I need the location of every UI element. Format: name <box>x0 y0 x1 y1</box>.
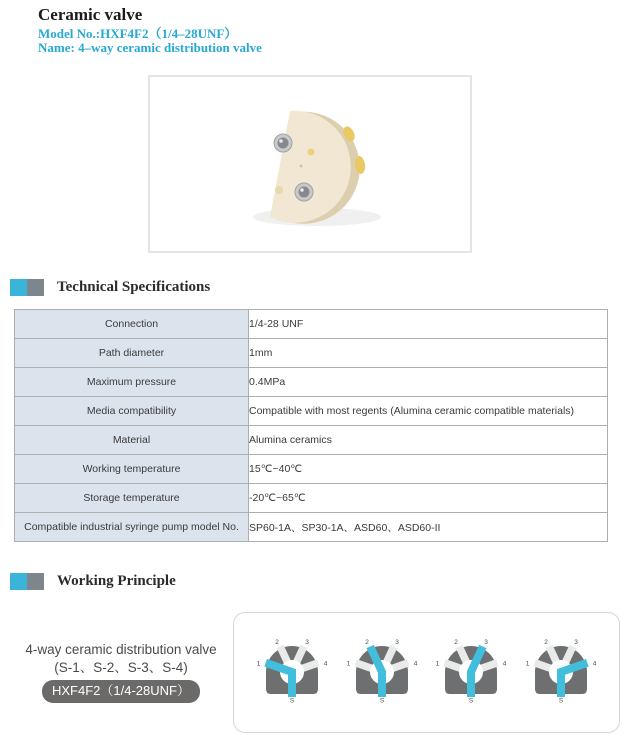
working-principle-caption <box>2 641 240 703</box>
page-title: Ceramic valve <box>38 5 143 24</box>
section-header-specs <box>10 278 210 296</box>
valve-state-S-4 <box>521 636 601 709</box>
spec-label-cell: Compatible industrial syringe pump model No. <box>15 513 249 542</box>
valve-state-S-1 <box>252 636 332 709</box>
face-pin-hole <box>300 165 303 168</box>
spec-row <box>15 339 608 368</box>
screw-top <box>274 134 292 152</box>
valve-diagram-S-4 <box>521 636 601 704</box>
spec-label-cell: Working temperature <box>15 455 249 484</box>
caption-line-1: 4-way ceramic distribution valve <box>25 642 217 657</box>
screw-bottom <box>295 183 313 201</box>
section-marker-gray <box>27 573 44 590</box>
spec-label-cell: Media compatibility <box>15 397 249 426</box>
spec-row <box>15 426 608 455</box>
sink-label: S <box>559 697 564 704</box>
valve-diagram-S-3 <box>431 636 511 704</box>
port-label: 2 <box>274 639 279 646</box>
spec-value-cell: Compatible with most regents (Alumina ceramic compatible materials) <box>249 397 608 426</box>
spec-value-cell: 1mm <box>249 339 608 368</box>
valve-diagram-S-1 <box>252 636 332 704</box>
valve-diagram-S-2 <box>342 636 422 704</box>
spec-value-cell: 1/4-28 UNF <box>249 310 608 339</box>
model-number-line: Model No.:HXF4F2（1/4–28UNF） <box>38 26 238 41</box>
valve-state-S-2 <box>342 636 422 709</box>
sink-label: S <box>289 697 294 704</box>
valve-state-S-3 <box>431 636 511 709</box>
spec-label-cell: Maximum pressure <box>15 368 249 397</box>
port-label: 2 <box>544 639 548 646</box>
product-name-line: Name: 4–way ceramic distribution valve <box>38 40 262 55</box>
port-label: 1 <box>525 660 530 668</box>
port-label: 4 <box>503 660 507 668</box>
spec-row <box>15 368 608 397</box>
face-hole-lower <box>275 186 283 194</box>
product-photo-illustration <box>195 89 425 239</box>
spec-value-cell: 15℃~40℃ <box>249 455 608 484</box>
section-marker-gray <box>27 279 44 296</box>
port-label: 4 <box>592 660 597 668</box>
spec-row <box>15 484 608 513</box>
port-label: 1 <box>256 660 261 668</box>
section-title: Working Principle <box>57 572 176 589</box>
port-label: 1 <box>436 660 440 668</box>
product-photo-frame <box>148 75 472 253</box>
spec-label-cell: Material <box>15 426 249 455</box>
section-marker-cyan <box>10 279 27 296</box>
port-label: 1 <box>346 660 350 668</box>
port-label: 2 <box>364 639 369 646</box>
spec-table-body <box>15 310 608 542</box>
port-label: 3 <box>394 639 399 646</box>
spec-row <box>15 310 608 339</box>
port-label: 3 <box>304 639 309 646</box>
caption-line-2: (S-1、S-2、S-3、S-4) <box>54 660 188 675</box>
sink-label: S <box>469 697 474 704</box>
port-label: 4 <box>323 660 328 668</box>
spec-label-cell: Path diameter <box>15 339 249 368</box>
face-hole-small <box>308 149 315 156</box>
section-header-working-principle <box>10 572 176 590</box>
spec-value-cell: SP60-1A、SP30-1A、ASD60、ASD60-II <box>249 513 608 542</box>
spec-label-cell: Connection <box>15 310 249 339</box>
model-badge: HXF4F2（1/4-28UNF） <box>42 680 200 703</box>
port-label: 3 <box>484 639 489 646</box>
section-marker-cyan <box>10 573 27 590</box>
spec-row <box>15 397 608 426</box>
port-label: 4 <box>413 660 417 668</box>
spec-row <box>15 513 608 542</box>
spec-value-cell: 0.4MPa <box>249 368 608 397</box>
spec-label-cell: Storage temperature <box>15 484 249 513</box>
port-label: 3 <box>574 639 578 646</box>
sink-label: S <box>379 697 384 704</box>
diagram-strip <box>233 612 620 733</box>
spec-table <box>14 309 608 542</box>
section-title: Technical Specifications <box>57 278 211 295</box>
spec-value-cell: -20℃~65℃ <box>249 484 608 513</box>
spec-row <box>15 455 608 484</box>
port-label: 2 <box>454 639 459 646</box>
spec-value-cell: Alumina ceramics <box>249 426 608 455</box>
